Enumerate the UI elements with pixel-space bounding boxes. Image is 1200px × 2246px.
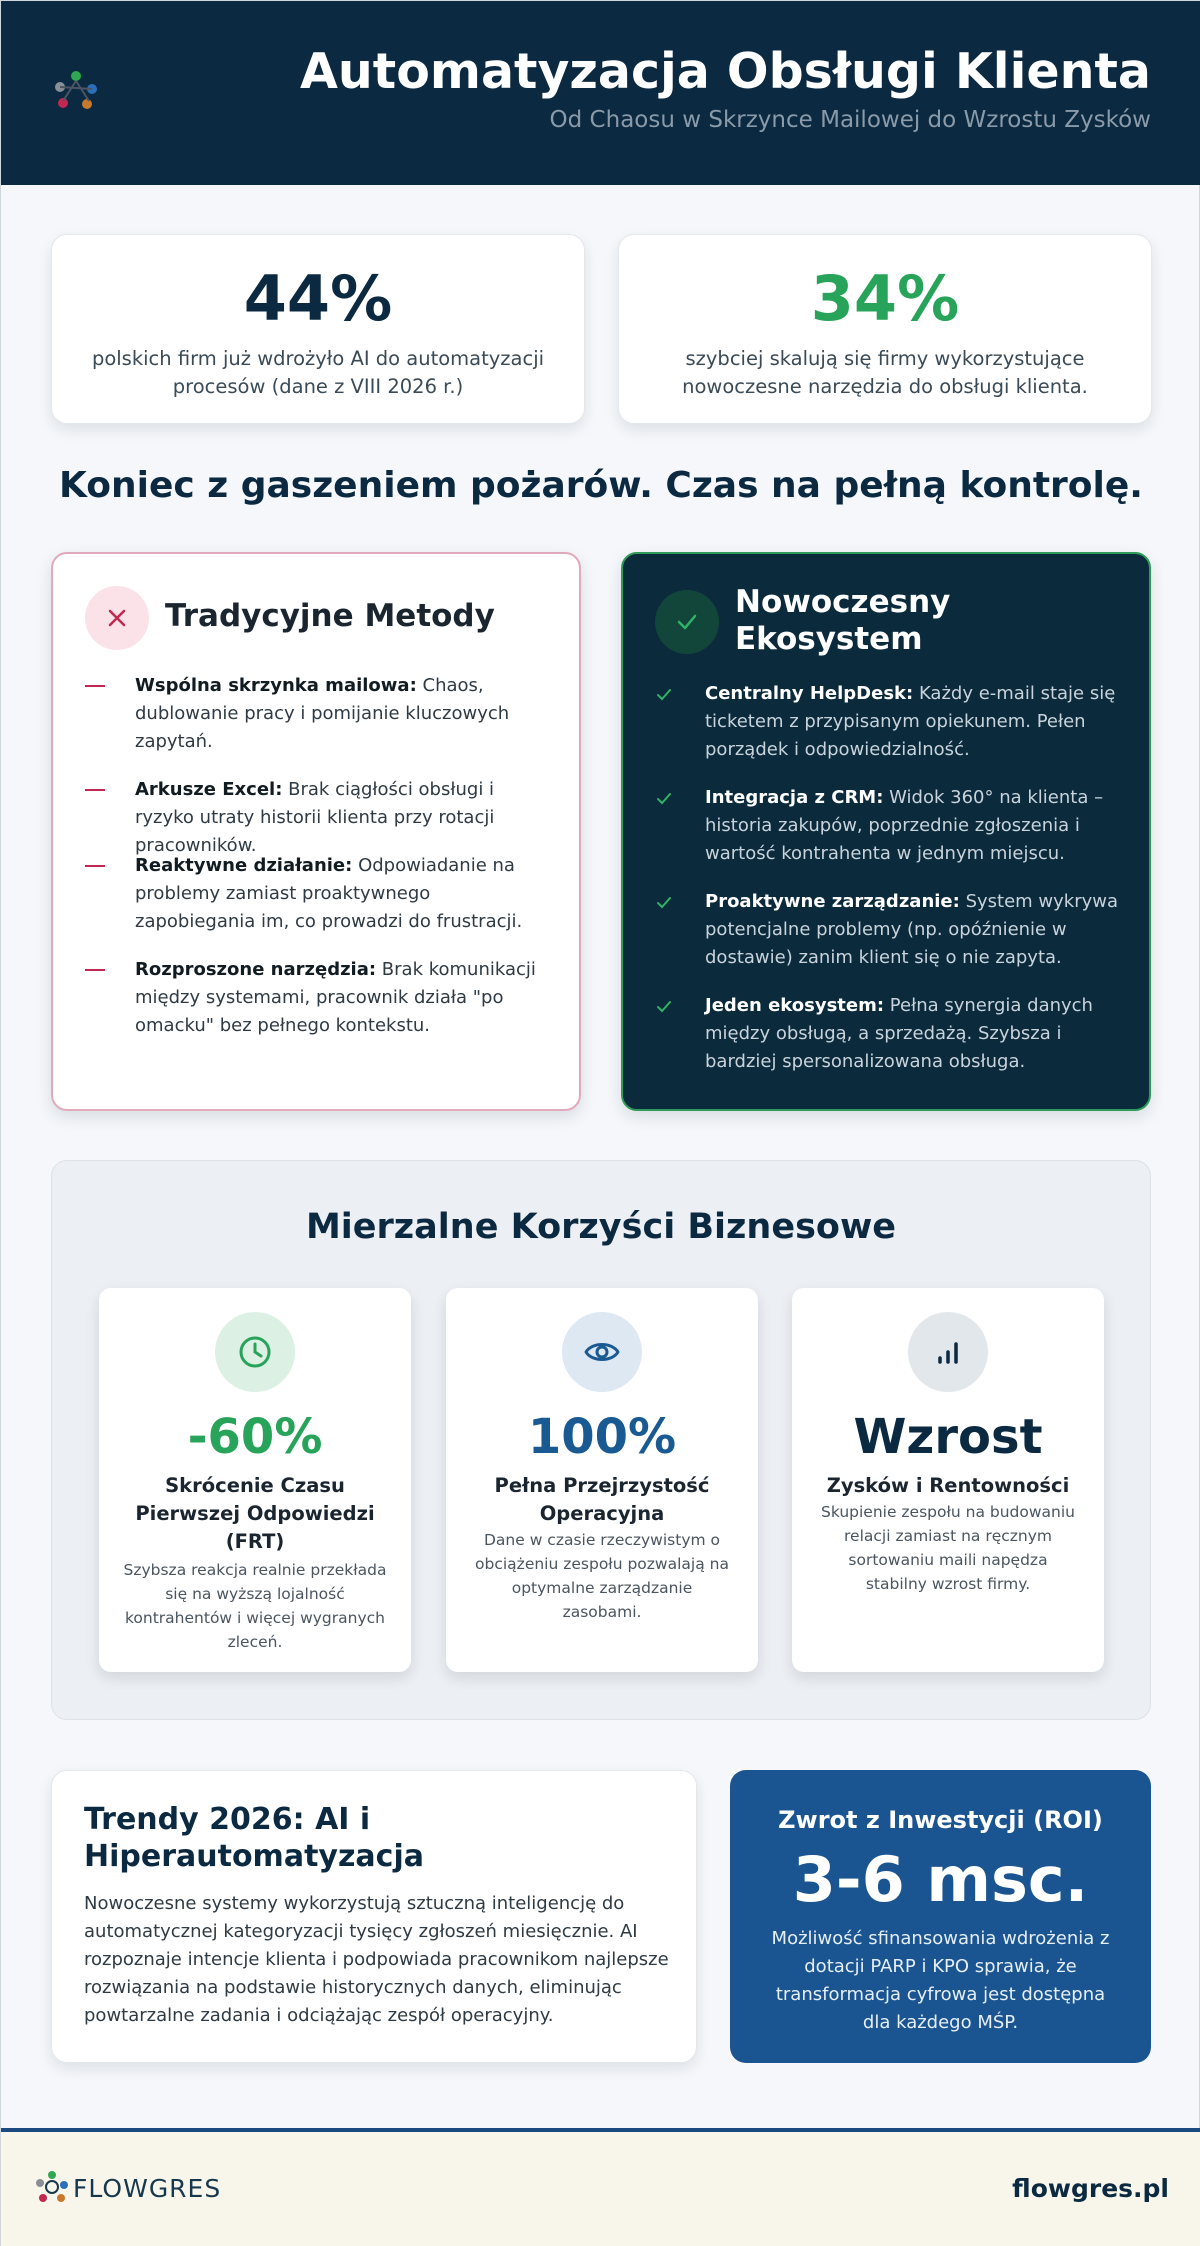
section-title: Mierzalne Korzyści Biznesowe [305, 1207, 897, 1247]
benefit-value: Wzrost [853, 1409, 1043, 1465]
benefit-card [446, 1288, 758, 1672]
roi-card [730, 1770, 1151, 2063]
benefit-label: Skrócenie Czasu Pierwszej Odpowiedzi (FRT) [135, 1474, 375, 1553]
list-item [85, 956, 555, 1040]
item-text: Brak komunikacji między systemami, pracownik działa "po omacku" bez pełnego kontekstu. [135, 959, 536, 1036]
item-label: Arkusze Excel: [135, 779, 283, 800]
check-icon [655, 590, 719, 654]
footer [1, 2128, 1200, 2246]
item-text: Widok 360° na klienta – historia zakupów, poprzednie zgłoszenia i wartość kontrahenta w jednym miejscu. [705, 787, 1104, 864]
trends-description: Nowoczesne systemy wykorzystują sztuczną inteligencję do automatycznej kategoryzacji tysięcy zgłoszeń miesięcznie. AI rozpoznaje intencje klienta i podpowiada pracownikom najlepsze rozwiązania na podstawie historycznych danych, eliminując powtarzalne zadania i odciążając zespół operacyjny. [84, 1893, 669, 2026]
item-text: Brak ciągłości obsługi i ryzyko utraty historii klienta przy rotacji pracowników. [135, 779, 495, 856]
stat-value: 34% [810, 262, 960, 335]
check-bullet-icon [655, 686, 673, 704]
item-text: Pełna synergia danych między obsługą, a sprzedażą. Szybsza i bardziej spersonalizowana obsługa. [705, 995, 1093, 1072]
stat-description: polskich firm już wdrożyło AI do automatyzacji procesów (dane z VIII 2026 r.) [91, 347, 545, 398]
item-text: Każdy e-mail staje się ticketem z przypisanym opiekunem. Pełen porządek i odpowiedzialność. [705, 683, 1116, 760]
stat-card [51, 234, 585, 424]
list-item [655, 992, 1125, 1076]
trends-card [51, 1770, 697, 2063]
section-headline: Koniec z gaszeniem pożarów. Czas na pełną kontrolę. [59, 465, 1143, 506]
dash-bullet-icon [85, 685, 105, 687]
dash-bullet-icon [85, 789, 105, 791]
card-title: Nowoczesny Ekosystem [735, 584, 951, 657]
dash-bullet-icon [85, 865, 105, 867]
trends-title: Trendy 2026: AI i Hiperautomatyzacja [84, 1802, 424, 1874]
modern-ecosystem-card [621, 552, 1151, 1111]
benefit-description: Skupienie zespołu na budowaniu relacji zamiast na ręcznym sortowaniu maili napędza stabilny wzrost firmy. [820, 1503, 1076, 1593]
clock-icon [215, 1312, 295, 1392]
card-title: Tradycyjne Metody [165, 598, 495, 634]
flowgres-logo-icon [51, 67, 101, 111]
benefit-card [99, 1288, 411, 1672]
list-item [655, 888, 1125, 972]
list-item [655, 680, 1125, 764]
item-label: Rozproszone narzędzia: [135, 959, 377, 980]
list-item [85, 852, 555, 936]
roi-description: Możliwość sfinansowania wdrożenia z dotacji PARP i KPO sprawia, że transformacja cyfrowa jest dostępna dla każdego MŚP. [771, 1928, 1110, 2033]
check-bullet-icon [655, 998, 673, 1016]
item-label: Proaktywne zarządzanie: [705, 891, 960, 912]
flowgres-logo-icon [35, 2170, 69, 2204]
benefit-label: Pełna Przejrzystość Operacyjna [494, 1474, 710, 1525]
list-item [85, 672, 555, 756]
eye-icon [562, 1312, 642, 1392]
page-subtitle: Od Chaosu w Skrzynce Mailowej do Wzrostu Zysków [549, 107, 1151, 133]
stat-description: szybciej skalują się firmy wykorzystujące nowoczesne narzędzia do obsługi klienta. [682, 347, 1088, 398]
check-bullet-icon [655, 894, 673, 912]
traditional-methods-card [51, 552, 581, 1111]
item-label: Centralny HelpDesk: [705, 683, 914, 704]
item-label: Reaktywne działanie: [135, 855, 353, 876]
stat-value: 44% [243, 262, 393, 335]
page-title: Automatyzacja Obsługi Klienta [300, 43, 1151, 100]
item-text: Chaos, dublowanie pracy i pomijanie kluczowych zapytań. [135, 675, 510, 752]
benefit-label: Zysków i Rentowności [826, 1474, 1070, 1497]
benefit-card [792, 1288, 1104, 1672]
benefit-value: -60% [187, 1409, 323, 1465]
stat-card [618, 234, 1152, 424]
benefit-description: Dane w czasie rzeczywistym o obciążeniu zespołu pozwalają na optymalne zarządzanie zasobami. [475, 1531, 729, 1621]
benefit-value: 100% [527, 1409, 677, 1465]
benefit-description: Szybsza reakcja realnie przekłada się na wyższą lojalność kontrahentów i więcej wygranych zleceń. [123, 1561, 387, 1651]
list-item [655, 784, 1125, 868]
item-label: Wspólna skrzynka mailowa: [135, 675, 417, 696]
footer-website-link[interactable]: flowgres.pl [1012, 2174, 1169, 2203]
check-bullet-icon [655, 790, 673, 808]
bar-chart-icon [908, 1312, 988, 1392]
list-item [85, 776, 555, 860]
header [1, 1, 1200, 185]
item-label: Jeden ekosystem: [705, 995, 885, 1016]
item-text: System wykrywa potencjalne problemy (np. opóźnienie w dostawie) zanim klient się o nie zapyta. [705, 891, 1119, 968]
benefits-section [51, 1160, 1151, 1720]
item-label: Integracja z CRM: [705, 787, 884, 808]
item-text: Odpowiadanie na problemy zamiast proaktywnego zapobiegania im, co prowadzi do frustracji. [135, 855, 523, 932]
roi-title: Zwrot z Inwestycji (ROI) [778, 1806, 1103, 1834]
roi-value: 3-6 msc. [792, 1843, 1089, 1916]
footer-brand: FLOWGRES [73, 2174, 222, 2203]
close-icon [85, 586, 149, 650]
dash-bullet-icon [85, 969, 105, 971]
